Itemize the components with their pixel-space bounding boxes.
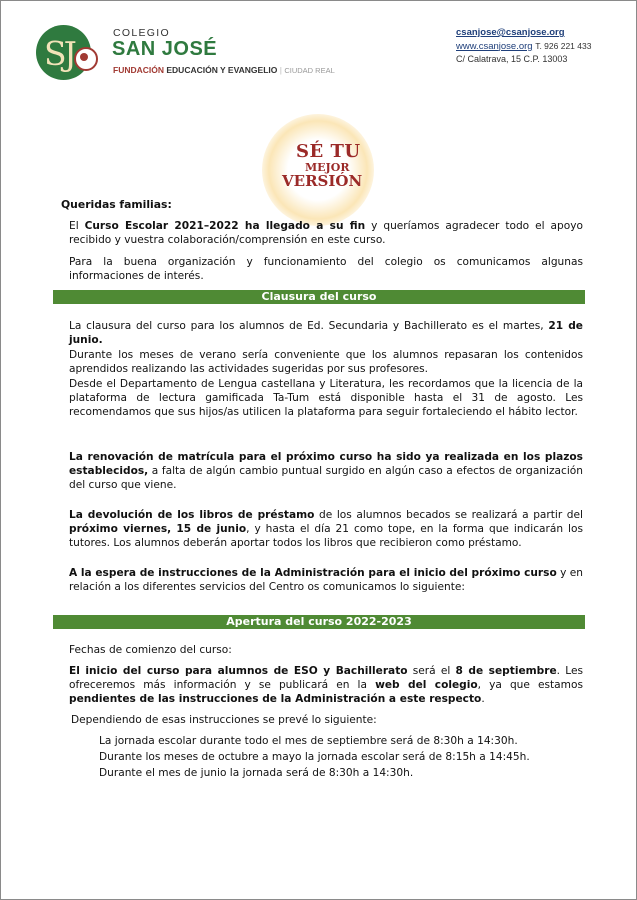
books-return-paragraph — [69, 508, 583, 550]
badge-line-3: VERSIÓN — [282, 172, 363, 190]
course-start-date: 8 de septiembre — [455, 665, 557, 677]
schedule-item-october-may: Durante los meses de octubre a mayo la jornada escolar será de 8:15h a 14:45h. — [99, 751, 530, 763]
course-start-text-d: . Les ofreceremos más información y se publicará en la — [69, 665, 583, 691]
summer-paragraph: Durante los meses de verano sería conveniente que los alumnos repasaran los contenidos aprendidos realizando las actividades sugeridas por sus profesores. — [69, 349, 583, 375]
contact-block — [456, 26, 591, 67]
books-return-text-d: , y hasta el día 21 como tope, en la forma que indicarán los tutores. Los alumnos deberán aportar todos los libros que recibieron como préstamo. — [69, 523, 583, 549]
badge-line-1: SÉ TU — [296, 141, 361, 162]
intro-paragraph-1 — [69, 219, 583, 247]
intro-p1-bold: Curso Escolar 2021–2022 ha llegado a su fin — [84, 220, 366, 232]
address: C/ Calatrava, 15 C.P. 13003 — [456, 54, 568, 64]
clausura-paragraph-1 — [69, 319, 583, 347]
administration-text: y en relación a los diferentes servicios del Centro os comunicamos lo siguiente: — [69, 567, 583, 593]
administration-bold: A la espera de instrucciones de la Administración para el inicio del próximo curso — [69, 567, 557, 579]
foundation-label: FUNDACIÓN — [113, 65, 164, 75]
administration-paragraph — [69, 566, 583, 594]
badge-line-2: MEJOR — [305, 161, 350, 174]
books-return-bold: La devolución de los libros de préstamo — [69, 509, 315, 521]
logo-seal-center-icon — [80, 53, 88, 61]
website-link[interactable]: www.csanjose.org — [456, 40, 533, 52]
intro-p1-text-a: El — [69, 220, 85, 232]
reading-platform-paragraph: Desde el Departamento de Lengua castellana y Literatura, les recordamos que la licencia de la plataforma de lectura gamificada Ta-Tum está disponible hasta el 31 de agosto. Les recomendamos que sus hijos/as utilicen la plataforma para seguir fortaleciendo el hábito lector. — [69, 378, 583, 418]
greeting: Queridas familias: — [61, 198, 172, 211]
start-dates-label: Fechas de comienzo del curso: — [69, 644, 232, 656]
course-start-bold: El inicio del curso para alumnos de ESO y Bachillerato — [69, 665, 408, 677]
pending-instructions-bold: pendientes de las instrucciones de la Administración a este respecto — [69, 693, 482, 705]
logo-monogram: SJ — [44, 34, 74, 73]
course-start-text-f: , ya que estamos — [477, 679, 583, 691]
clausura-p1-date: 21 de junio. — [69, 320, 583, 346]
course-start-text-h: . — [481, 693, 485, 705]
schedule-item-september: La jornada escolar durante todo el mes de septiembre será de 8:30h a 14:30h. — [99, 735, 518, 747]
school-prefix: COLEGIO — [113, 27, 170, 39]
foundation-motto: EDUCACIÓN Y EVANGELIO — [166, 65, 278, 75]
course-start-text-b: será el — [407, 665, 456, 677]
books-return-date: próximo viernes, 15 de junio — [69, 523, 247, 535]
depending-instructions: Dependiendo de esas instrucciones se prevé lo siguiente: — [71, 714, 377, 726]
email-link[interactable]: csanjose@csanjose.org — [456, 27, 565, 38]
enrollment-bold: La renovación de matrícula para el próximo curso ha sido ya realizada en los plazos establecidos, — [69, 451, 583, 477]
foundation-line — [113, 65, 335, 75]
clausura-p1-text: La clausura del curso para los alumnos de Ed. Secundaria y Bachillerato es el martes, — [69, 320, 549, 332]
intro-p1-text-c: y queríamos agradecer todo el apoyo recibido y vuestra colaboración/comprensión en este curso. — [69, 220, 583, 246]
section-header-apertura: Apertura del curso 2022-2023 — [53, 615, 585, 629]
section-header-clausura: Clausura del curso — [53, 290, 585, 304]
school-web-mention: web del colegio — [375, 679, 478, 691]
phone-number: T. 926 221 433 — [535, 40, 592, 51]
intro-paragraph-2: Para la buena organización y funcionamiento del colegio os comunicamos algunas informaciones de interés. — [69, 256, 583, 282]
school-name: SAN JOSÉ — [112, 38, 218, 60]
foundation-separator: | — [279, 65, 282, 75]
schedule-item-june: Durante el mes de junio la jornada será de 8:30h a 14:30h. — [99, 767, 414, 779]
books-return-text-b: de los alumnos becados se realizará a partir del — [314, 509, 583, 521]
enrollment-text: a falta de algún cambio puntual surgido en algún caso a efectos de organización del curso que viene. — [69, 465, 583, 491]
city-label: CIUDAD REAL — [284, 66, 335, 75]
course-start-paragraph — [69, 664, 583, 706]
enrollment-paragraph — [69, 450, 583, 492]
